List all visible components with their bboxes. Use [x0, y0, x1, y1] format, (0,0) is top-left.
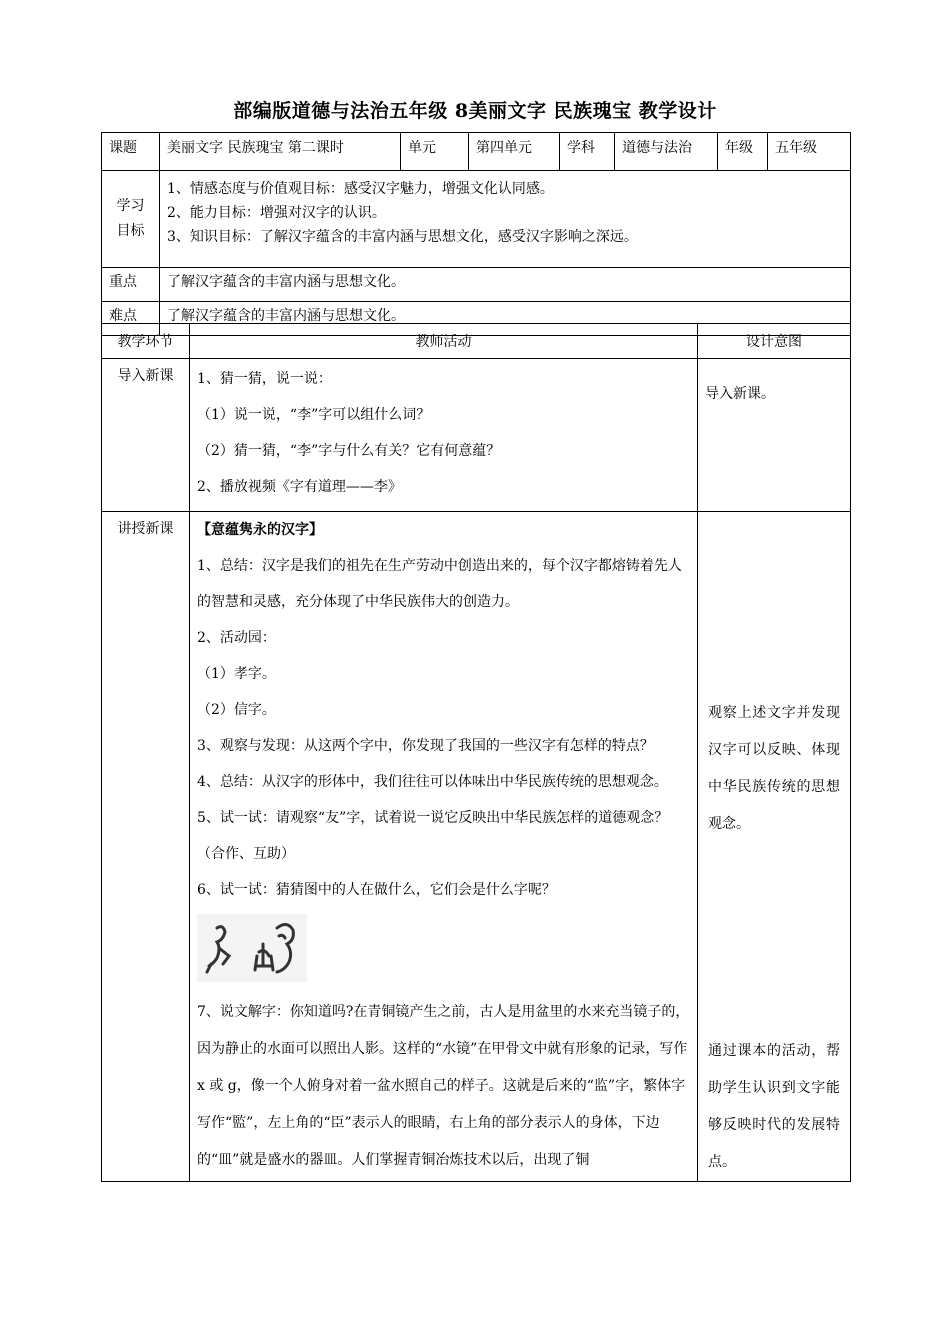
intro-row: [102, 359, 851, 512]
difficulty-label: 难点: [102, 302, 160, 336]
subject-value: 道德与法治: [615, 133, 718, 171]
unit-label: 单元: [401, 133, 469, 171]
header-stage: 教学环节: [102, 324, 190, 359]
lecture-activities: [190, 512, 698, 1182]
grade-value: 五年级: [768, 133, 851, 171]
lecture-intent: [698, 512, 851, 1182]
goals-list: [160, 171, 851, 268]
header-teacher-activity: 教师活动: [190, 324, 698, 359]
section-heading: 【意蕴隽永的汉字】: [197, 522, 323, 538]
activity-line: 5、试一试：请观察“友”字，试着说一说它反映出中华民族怎样的道德观念？（合作、互助）: [197, 810, 669, 862]
oracle-glyph-figures: [197, 914, 307, 982]
activity-line: （2）猜一猜，“李”字与什么有关？它有何意蕴？: [197, 443, 501, 459]
header-design-intent: 设计意图: [698, 324, 851, 359]
subject-label: 学科: [560, 133, 615, 171]
lecture-row: [102, 512, 851, 1182]
paragraph-explain-character: 7、说文解字：你知道吗?在青铜镜产生之前，古人是用盆里的水来充当镜子的，因为静止的水面可以照出人影。这样的“水镜”在甲骨文中就有形象的记录，写作 x 或 g，像一个人俯身对着一盆水照自己的样子。这就是后来的“监”字，繁体字写作“監”，左上角的“臣”表示人的眼睛，右上角的部分表示人的身体，下边的“皿”就是盛水的器皿。人们掌握青铜冶炼技术以后，出现了铜: [197, 1004, 690, 1168]
ancient-glyphs-image: [197, 914, 690, 984]
lecture-stage: 讲授新课: [102, 512, 190, 1182]
learning-goals-row: [102, 171, 851, 268]
activity-line: 4、总结：从汉字的形体中，我们往往可以体味出中华民族传统的思想观念。: [197, 774, 668, 790]
intro-intent: 导入新课。: [698, 359, 851, 512]
unit-value: 第四单元: [469, 133, 560, 171]
goals-label: 学习 目标: [102, 171, 160, 268]
intent-observe: 观察上述文字并发现汉字可以反映、体现中华民族传统的思想观念。: [708, 705, 840, 832]
intro-activities: [190, 359, 698, 512]
activity-line: 1、猜一猜，说一说：: [197, 371, 332, 387]
difficulty-value: 了解汉字蕴含的丰富内涵与思想文化。: [160, 302, 851, 336]
grade-label: 年级: [718, 133, 768, 171]
intent-activity: 通过课本的活动，帮助学生认识到文字能够反映时代的发展特点。: [708, 1043, 840, 1170]
activity-line: （1）孝字。: [197, 666, 276, 682]
activity-line: 1、总结：汉字是我们的祖先在生产劳动中创造出来的，每个汉字都熔铸着先人的智慧和灵感，充分体现了中华民族伟大的创造力。: [197, 558, 682, 610]
key-value: 了解汉字蕴含的丰富内涵与思想文化。: [160, 268, 851, 302]
teaching-process-table: [101, 323, 851, 1182]
activity-line: （2）信字。: [197, 702, 276, 718]
process-header-row: [102, 324, 851, 359]
topic-value: 美丽文字 民族瑰宝 第二课时: [160, 133, 401, 171]
goal-item: 1、情感态度与价值观目标：感受汉字魅力，增强文化认同感。: [167, 181, 554, 197]
activity-line: 3、观察与发现：从这两个字中，你发现了我国的一些汉字有怎样的特点？: [197, 738, 654, 754]
activity-line: 2、播放视频《字有道理——李》: [197, 479, 402, 495]
goal-item: 2、能力目标：增强对汉字的认识。: [167, 205, 386, 221]
activity-line: （1）说一说，“李”字可以组什么词？: [197, 407, 431, 423]
intro-stage: 导入新课: [102, 359, 190, 512]
lesson-info-table: [101, 132, 851, 336]
key-point-row: [102, 268, 851, 302]
goal-item: 3、知识目标：了解汉字蕴含的丰富内涵与思想文化，感受汉字影响之深远。: [167, 229, 638, 245]
activity-line: 6、试一试：猜猜图中的人在做什么，它们会是什么字呢？: [197, 882, 556, 898]
key-label: 重点: [102, 268, 160, 302]
page-title: 部编版道德与法治五年级 8美丽文字 民族瑰宝 教学设计: [233, 100, 717, 122]
activity-line: 2、活动园：: [197, 630, 276, 646]
lesson-info-row: [102, 133, 851, 171]
topic-label: 课题: [102, 133, 160, 171]
